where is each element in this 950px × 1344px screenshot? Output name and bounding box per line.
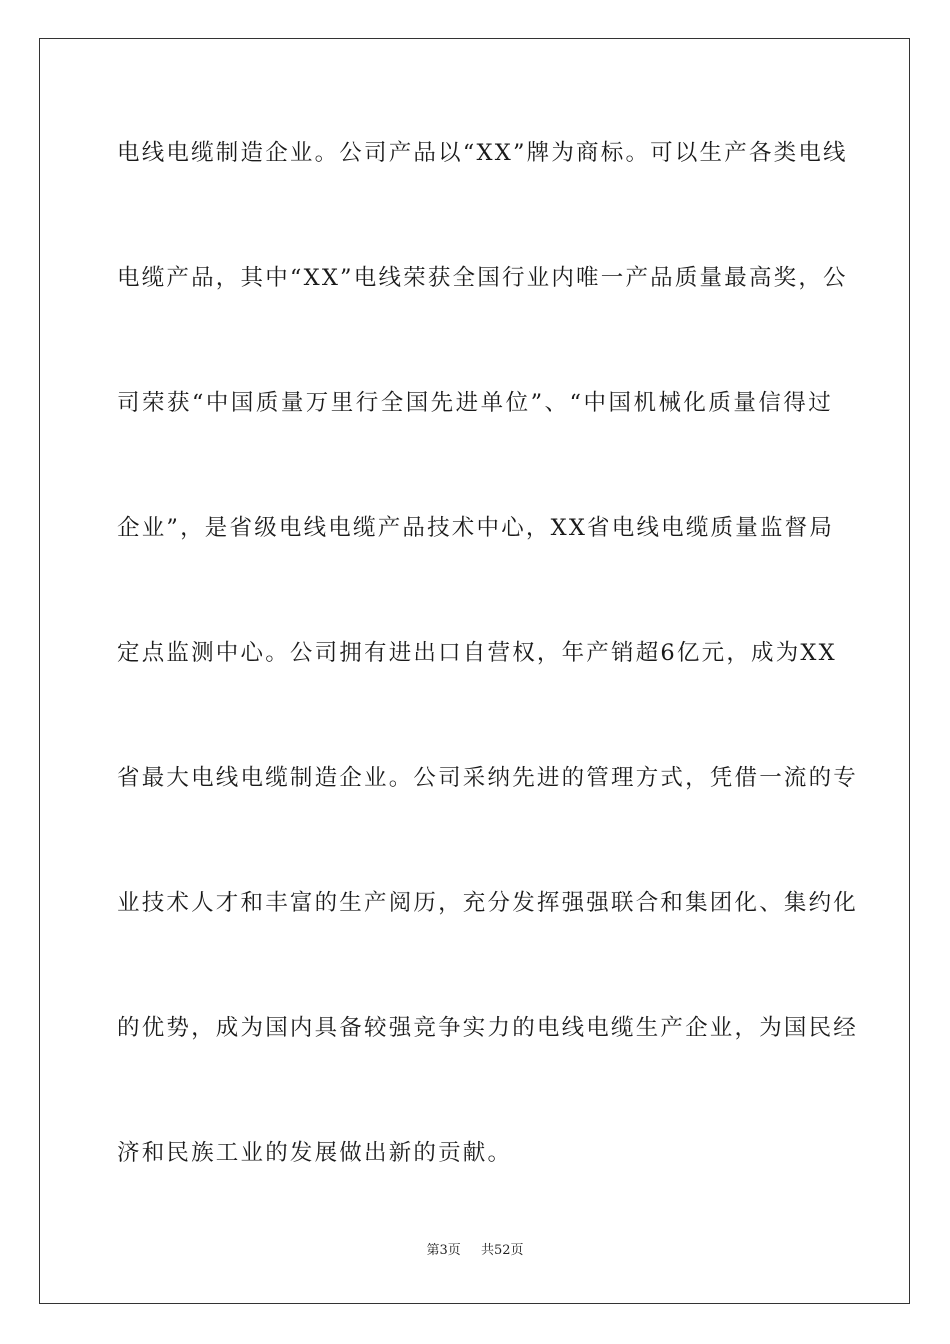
- text-line: 定点监测中心。公司拥有进出口自营权，年产销超6亿元，成为XX: [117, 640, 837, 666]
- text-line: 业技术人才和丰富的生产阅历，充分发挥强强联合和集团化、集约化: [117, 890, 859, 916]
- text-line: 省最大电线电缆制造企业。公司采纳先进的管理方式，凭借一流的专: [117, 765, 859, 791]
- current-page-label: 第3页: [426, 1243, 461, 1258]
- text-line: 的优势，成为国内具备较强竞争实力的电线电缆生产企业，为国民经: [117, 1015, 859, 1041]
- text-line: 济和民族工业的发展做出新的贡献。: [117, 1140, 513, 1166]
- page-number-footer: [0, 1242, 950, 1260]
- text-line: 电缆产品，其中“XX”电线荣获全国行业内唯一产品质量最高奖，公: [117, 265, 848, 291]
- total-pages-label: 共52页: [480, 1243, 524, 1258]
- body-text: [117, 128, 859, 1253]
- text-line: 电线电缆制造企业。公司产品以“XX”牌为商标。可以生产各类电线: [117, 140, 848, 166]
- text-line: 司荣获“中国质量万里行全国先进单位”、“中国机械化质量信得过: [117, 390, 833, 416]
- text-line: 企业”，是省级电线电缆产品技术中心，XX省电线电缆质量监督局: [117, 515, 835, 541]
